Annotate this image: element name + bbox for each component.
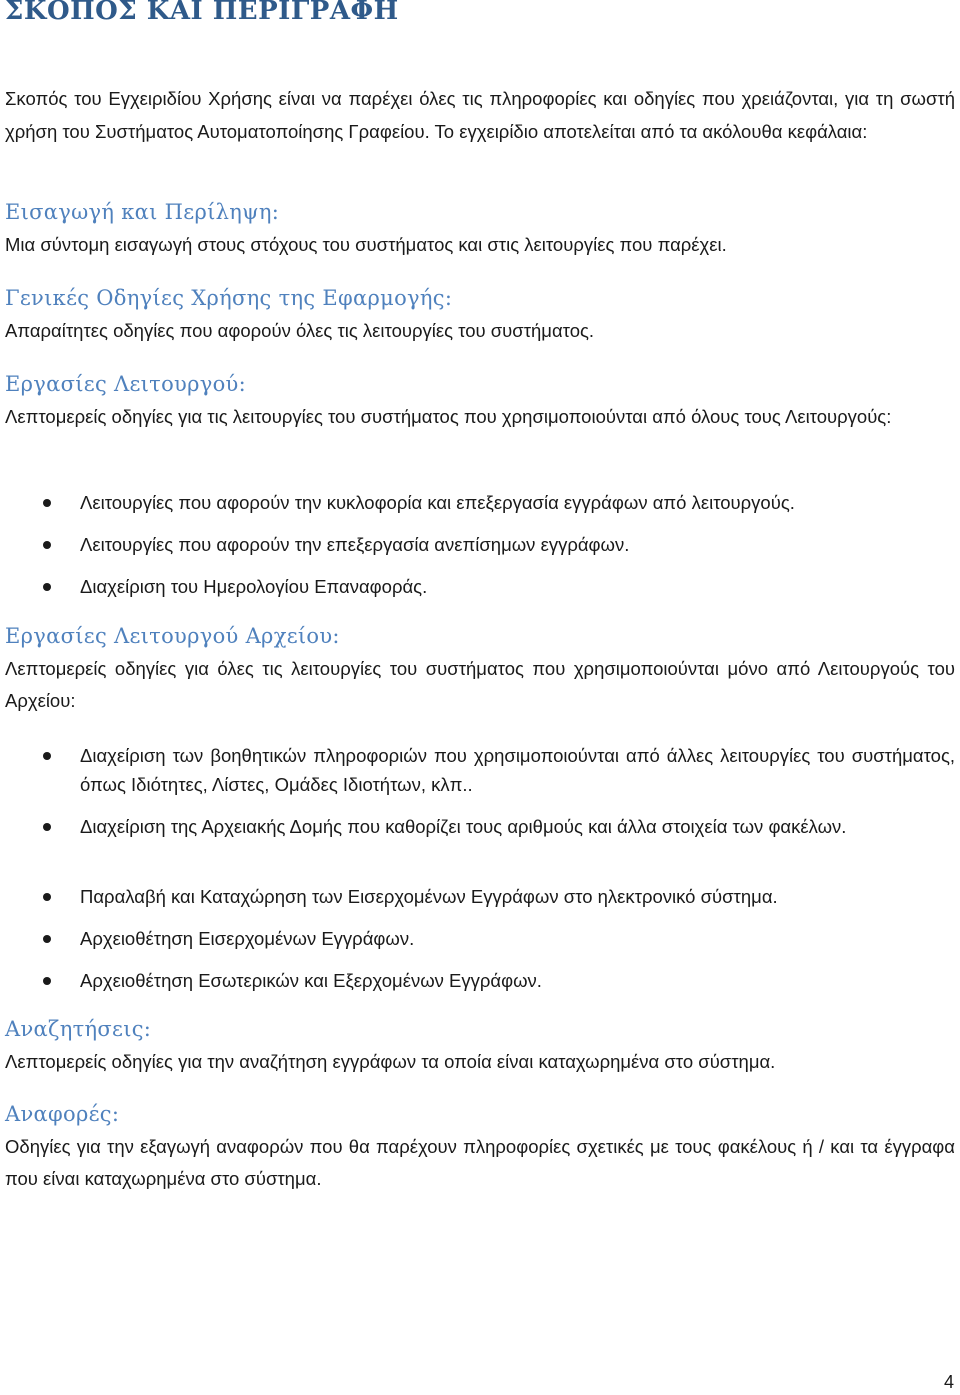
list-item-text: Διαχείριση του Ημερολογίου Επαναφοράς. bbox=[80, 576, 428, 597]
page-number: 4 bbox=[943, 1372, 954, 1392]
bullet-icon bbox=[43, 752, 51, 760]
page-title: ΣΚΟΠΟΣ ΚΑΙ ΠΕΡΙΓΡΑΦΗ bbox=[5, 0, 399, 26]
section-heading-searches: Αναζητήσεις: bbox=[5, 1017, 152, 1041]
section-heading-archive-operator-tasks: Εργασίες Λειτουργού Αρχείου: bbox=[5, 624, 340, 648]
list-item-text: Παραλαβή και Καταχώρηση των Εισερχομένων Εγγράφων στο ηλεκτρονικό σύστημα. bbox=[80, 886, 778, 907]
section-body-introduction: Μια σύντομη εισαγωγή στους στόχους του συστήματος και στις λειτουργίες που παρέχει. bbox=[5, 234, 727, 255]
section-heading-reports: Αναφορές: bbox=[5, 1102, 120, 1126]
section-body-operator-tasks: Λεπτομερείς οδηγίες για τις λειτουργίες του συστήματος που χρησιμοποιούνται από όλους τους Λειτουργούς: bbox=[5, 406, 892, 427]
intro-paragraph: Σκοπός του Εγχειριδίου Χρήσης είναι να παρέχει όλες τις πληροφορίες και οδηγίες που χρειάζονται, για τη σωστή χρήση του Συστήματος Αυτοματοποίησης Γραφείου. Το εγχειρίδιο αποτελείται από τα ακόλουθα κεφάλαια: bbox=[5, 88, 955, 142]
list-item-text: Λειτουργίες που αφορούν την κυκλοφορία και επεξεργασία εγγράφων από λειτουργούς. bbox=[80, 492, 795, 513]
bullet-icon bbox=[43, 935, 51, 943]
section-heading-operator-tasks: Εργασίες Λειτουργού: bbox=[5, 372, 246, 396]
section-body-general-instructions: Απαραίτητες οδηγίες που αφορούν όλες τις λειτουργίες του συστήματος. bbox=[5, 320, 595, 341]
list-item-text: Διαχείριση της Αρχειακής Δομής που καθορίζει τους αριθμούς και άλλα στοιχεία των φακέλων. bbox=[80, 816, 847, 837]
section-body-reports: Οδηγίες για την εξαγωγή αναφορών που θα παρέχουν πληροφορίες σχετικές με τους φακέλους ή / και τα έγγραφα που είναι καταχωρημένα στο σύστημα. bbox=[5, 1136, 955, 1189]
section-heading-general-instructions: Γενικές Οδηγίες Χρήσης της Εφαρμογής: bbox=[5, 286, 453, 310]
bullet-icon bbox=[43, 583, 51, 591]
list-item-text: Διαχείριση των βοηθητικών πληροφοριών που χρησιμοποιούνται από άλλες λειτουργίες του συστήματος, όπως Ιδιότητες, Λίστες, Ομάδες Ιδιοτήτων, κλπ.. bbox=[80, 745, 955, 795]
bullet-icon bbox=[43, 893, 51, 901]
bullet-icon bbox=[43, 977, 51, 985]
bullet-icon bbox=[43, 823, 51, 831]
list-item-text: Αρχειοθέτηση Εσωτερικών και Εξερχομένων Εγγράφων. bbox=[80, 970, 542, 991]
section-body-searches: Λεπτομερείς οδηγίες για την αναζήτηση εγγράφων τα οποία είναι καταχωρημένα στο σύστημα. bbox=[5, 1051, 776, 1072]
list-item-text: Λειτουργίες που αφορούν την επεξεργασία ανεπίσημων εγγράφων. bbox=[80, 534, 630, 555]
bullet-icon bbox=[43, 499, 51, 507]
section-body-archive-operator-tasks: Λεπτομερείς οδηγίες για όλες τις λειτουργίες του συστήματος που χρησιμοποιούνται μόνο από Λειτουργούς του Αρχείου: bbox=[5, 658, 955, 711]
bullet-icon bbox=[43, 541, 51, 549]
list-item-text: Αρχειοθέτηση Εισερχομένων Εγγράφων. bbox=[80, 928, 415, 949]
section-heading-introduction: Εισαγωγή και Περίληψη: bbox=[5, 200, 280, 224]
